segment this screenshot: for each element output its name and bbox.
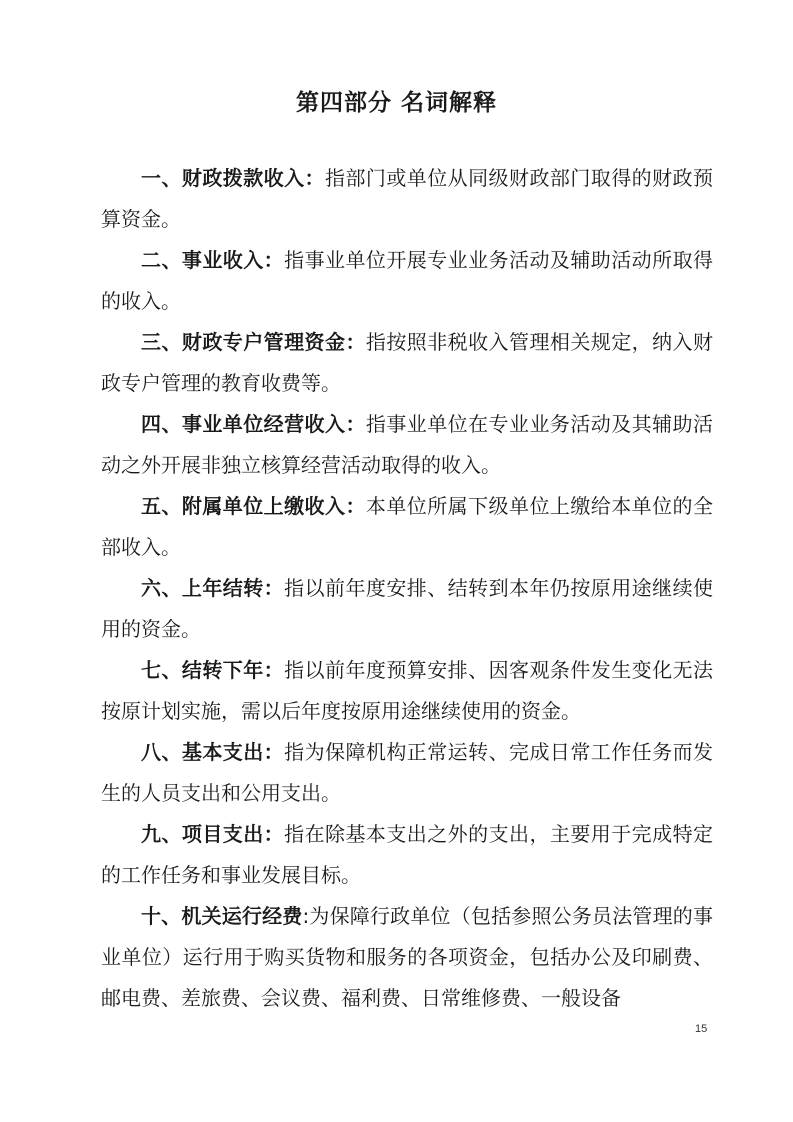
glossary-list — [101, 158, 713, 1019]
glossary-term: 六、上年结转： — [141, 576, 285, 600]
glossary-definition: 指以前年度预算安排、因客观条件发生变化无法按原计划实施，需以后年度按原用途继续使用的资金。 — [101, 658, 714, 723]
glossary-entry — [101, 568, 713, 650]
glossary-definition: :为保障行政单位（包括参照公务员法管理的事业单位）运行用于购买货物和服务的各项资金，包括办公及印刷费、邮电费、差旅费、会议费、福利费、日常维修费、一般设备 — [101, 904, 713, 1010]
glossary-term: 十、机关运行经费 — [141, 904, 303, 928]
glossary-entry — [101, 896, 713, 1019]
glossary-term: 九、项目支出： — [141, 822, 285, 846]
page-number: 15 — [695, 1023, 708, 1035]
glossary-entry — [101, 322, 713, 404]
glossary-definition: 指为保障机构正常运转、完成日常工作任务而发生的人员支出和公用支出。 — [101, 740, 714, 805]
page-title: 第四部分 名词解释 — [295, 90, 497, 116]
glossary-entry — [101, 814, 713, 896]
glossary-definition: 指事业单位开展专业业务活动及辅助活动所取得的收入。 — [101, 248, 714, 313]
glossary-term: 一、财政拨款收入： — [141, 166, 325, 190]
glossary-definition: 指按照非税收入管理相关规定，纳入财政专户管理的教育收费等。 — [101, 330, 714, 395]
glossary-term: 五、附属单位上缴收入： — [141, 494, 366, 518]
glossary-term: 四、事业单位经营收入： — [141, 412, 366, 436]
glossary-term: 七、结转下年： — [141, 658, 285, 682]
glossary-entry — [101, 732, 713, 814]
glossary-entry — [101, 650, 713, 732]
glossary-definition: 指事业单位在专业业务活动及其辅助活动之外开展非独立核算经营活动取得的收入。 — [101, 412, 714, 477]
glossary-entry — [101, 158, 713, 240]
glossary-definition: 本单位所属下级单位上缴给本单位的全部收入。 — [101, 494, 714, 559]
glossary-definition: 指以前年度安排、结转到本年仍按原用途继续使用的资金。 — [101, 576, 714, 641]
glossary-entry — [101, 240, 713, 322]
glossary-entry — [101, 486, 713, 568]
glossary-term: 二、事业收入： — [141, 248, 285, 272]
glossary-entry — [101, 404, 713, 486]
glossary-definition: 指部门或单位从同级财政部门取得的财政预算资金。 — [101, 166, 713, 231]
glossary-term: 八、基本支出： — [141, 740, 285, 764]
glossary-term: 三、财政专户管理资金： — [141, 330, 366, 354]
glossary-definition: 指在除基本支出之外的支出，主要用于完成特定的工作任务和事业发展目标。 — [101, 822, 714, 887]
